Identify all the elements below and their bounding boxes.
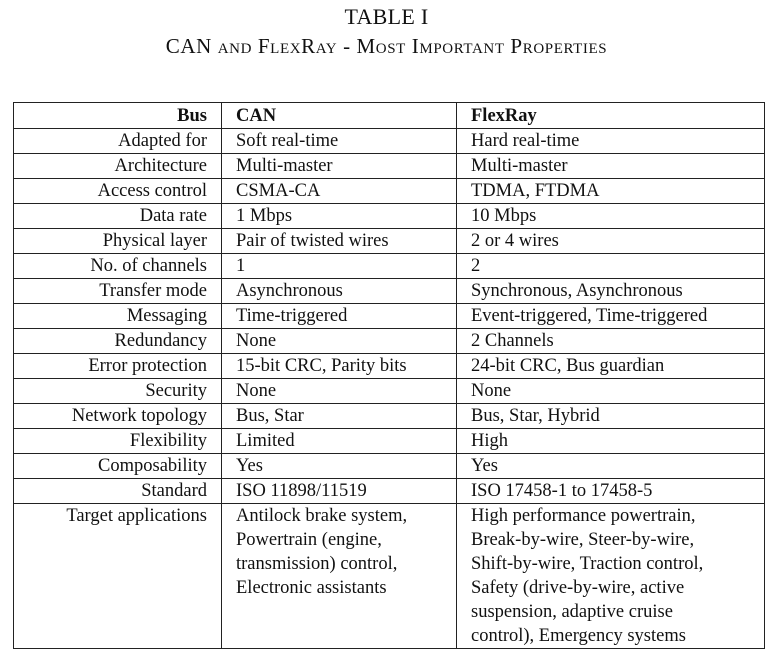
flexray-cell: Hard real-time — [457, 129, 765, 154]
flexray-cell: High — [457, 429, 765, 454]
flexray-cell: Yes — [457, 454, 765, 479]
header-row — [14, 103, 765, 129]
property-cell: Messaging — [14, 304, 222, 329]
property-cell: No. of channels — [14, 254, 222, 279]
table-row — [14, 154, 765, 179]
can-cell: Pair of twisted wires — [222, 229, 457, 254]
table-row — [14, 279, 765, 304]
can-cell: Limited — [222, 429, 457, 454]
property-cell: Adapted for — [14, 129, 222, 154]
flexray-cell: None — [457, 379, 765, 404]
can-cell: Time-triggered — [222, 304, 457, 329]
property-cell: Error protection — [14, 354, 222, 379]
property-cell: Data rate — [14, 204, 222, 229]
property-cell: Transfer mode — [14, 279, 222, 304]
table-row — [14, 354, 765, 379]
flexray-cell: ISO 17458-1 to 17458-5 — [457, 479, 765, 504]
flexray-app-line: Shift-by-wire, Traction control, — [471, 554, 704, 574]
property-cell: Access control — [14, 179, 222, 204]
header-flexray: FlexRay — [457, 103, 765, 129]
table-title: CAN and FlexRay - Most Important Properties — [165, 34, 608, 58]
flexray-cell: Event-triggered, Time-triggered — [457, 304, 765, 329]
table-row — [14, 129, 765, 154]
header-bus: Bus — [14, 103, 222, 129]
table-row — [14, 404, 765, 429]
flexray-app-line: High performance powertrain, — [471, 506, 696, 526]
property-cell: Standard — [14, 479, 222, 504]
can-cell: None — [222, 329, 457, 354]
property-cell: Flexibility — [14, 429, 222, 454]
table-row — [14, 179, 765, 204]
can-cell — [222, 504, 457, 649]
table-row — [14, 204, 765, 229]
property-cell: Redundancy — [14, 329, 222, 354]
can-cell: Yes — [222, 454, 457, 479]
flexray-app-line: Safety (drive-by-wire, active — [471, 578, 685, 598]
table-row — [14, 304, 765, 329]
table-row — [14, 229, 765, 254]
property-cell: Composability — [14, 454, 222, 479]
can-cell: 1 Mbps — [222, 204, 457, 229]
can-cell: None — [222, 379, 457, 404]
table-row — [14, 379, 765, 404]
property-cell: Target applications — [14, 504, 222, 649]
can-cell: CSMA-CA — [222, 179, 457, 204]
flexray-cell — [457, 504, 765, 649]
flexray-app-line: Break-by-wire, Steer-by-wire, — [471, 530, 695, 550]
can-app-line: transmission) control, — [236, 554, 398, 574]
property-cell: Architecture — [14, 154, 222, 179]
flexray-cell: 10 Mbps — [457, 204, 765, 229]
table-row — [14, 479, 765, 504]
flexray-app-line: control), Emergency systems — [471, 626, 686, 646]
flexray-cell: 2 — [457, 254, 765, 279]
table-row — [14, 329, 765, 354]
table-number: TABLE I — [344, 4, 429, 29]
flexray-cell: Multi-master — [457, 154, 765, 179]
flexray-cell: Bus, Star, Hybrid — [457, 404, 765, 429]
property-cell: Network topology — [14, 404, 222, 429]
table-row-target-applications — [14, 504, 765, 649]
can-cell: Soft real-time — [222, 129, 457, 154]
can-cell: 1 — [222, 254, 457, 279]
table-body — [14, 129, 765, 649]
can-cell: Bus, Star — [222, 404, 457, 429]
can-app-line: Electronic assistants — [236, 578, 387, 598]
table-row — [14, 429, 765, 454]
flexray-cell: TDMA, FTDMA — [457, 179, 765, 204]
can-cell: Asynchronous — [222, 279, 457, 304]
can-app-line: Powertrain (engine, — [236, 530, 382, 550]
flexray-cell: 2 or 4 wires — [457, 229, 765, 254]
property-cell: Security — [14, 379, 222, 404]
can-cell: Multi-master — [222, 154, 457, 179]
can-cell: 15-bit CRC, Parity bits — [222, 354, 457, 379]
table-row — [14, 454, 765, 479]
table-row — [14, 254, 765, 279]
flexray-cell: 2 Channels — [457, 329, 765, 354]
property-cell: Physical layer — [14, 229, 222, 254]
header-can: CAN — [222, 103, 457, 129]
can-cell: ISO 11898/11519 — [222, 479, 457, 504]
can-app-line: Antilock brake system, — [236, 506, 408, 526]
flexray-app-line: suspension, adaptive cruise — [471, 602, 673, 622]
flexray-cell: Synchronous, Asynchronous — [457, 279, 765, 304]
properties-table — [13, 102, 765, 649]
flexray-cell: 24-bit CRC, Bus guardian — [457, 354, 765, 379]
